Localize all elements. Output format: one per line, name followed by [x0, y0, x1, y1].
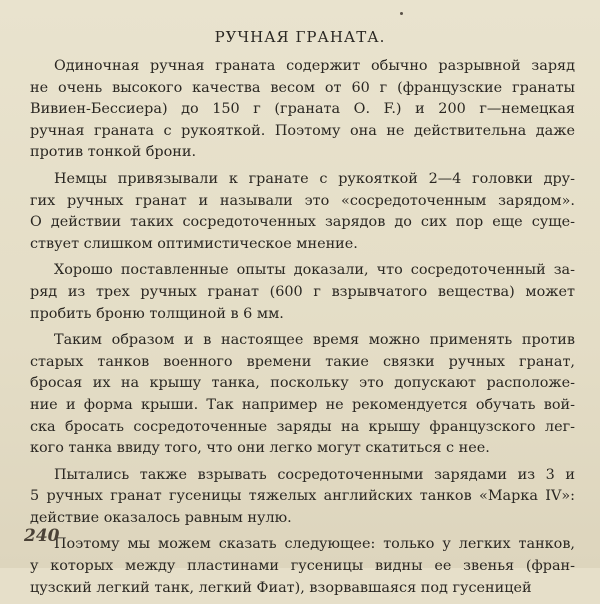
- text-line: 5 ручных гранат гусеницы тяжелых английских танков «Марка IV»:: [30, 488, 575, 505]
- text-line: кого танка ввиду того, что они легко могут скатиться с нее.: [30, 440, 490, 457]
- text-line: бросая их на крышу танка, поскольку это допускают расположе-: [30, 375, 575, 392]
- text-line: Поэтому мы можем сказать следующее: только у легких танков,: [54, 536, 575, 553]
- text-line: Пытались также взрывать сосредоточенными зарядами из 3 и: [54, 466, 575, 483]
- text-line: Немцы привязывали к гранате с рукояткой 2—4 головки дру-: [54, 170, 575, 187]
- text-line: Хорошо поставленные опыты доказали, что сосредоточенный за-: [54, 262, 575, 279]
- paragraph: [30, 260, 575, 325]
- text-line: Таким образом и в настоящее время можно применять против: [54, 332, 575, 349]
- text-line: Одиночная ручная граната содержит обычно разрывной заряд: [54, 58, 575, 74]
- text-line: не очень высокого качества весом от 60 г (французские гранаты: [30, 79, 575, 96]
- paragraph: [30, 534, 575, 599]
- text-line: О действии таких сосредоточенных зарядов до сих пор еще суще-: [30, 214, 575, 231]
- text-line: гих ручных гранат и называли это «сосредоточенным зарядом».: [30, 192, 575, 209]
- text-line: действие оказалось равным нулю.: [30, 509, 292, 526]
- text-line: ручная граната с рукояткой. Поэтому она не действительна даже: [30, 122, 575, 139]
- paragraph: [30, 330, 575, 460]
- text-line: против тонкой брони.: [30, 144, 197, 161]
- paragraph: [30, 169, 575, 255]
- text-line: Вивиен-Бессиера) до 150 г (граната О. F.) и 200 г—немецкая: [30, 101, 575, 118]
- page-title: РУЧНАЯ ГРАНАТА.: [214, 28, 386, 46]
- text-line: ствует слишком оптимистическое мнение.: [30, 235, 358, 252]
- text-line: у которых между пластинами гусеницы видны ее звенья (фран-: [30, 558, 575, 575]
- body-text: [30, 56, 575, 604]
- paragraph: [30, 56, 575, 164]
- text-line: ряд из трех ручных гранат (600 г взрывчатого вещества) может: [30, 283, 575, 300]
- text-line: цузский легкий танк, легкий Фиат), взорвавшаяся под гусеницей: [30, 579, 532, 596]
- ink-speck: [400, 12, 403, 15]
- text-line: старых танков военного времени такие связки ручных гранат,: [30, 353, 575, 370]
- text-line: ние и форма крыши. Так например не рекомендуется обучать вой-: [30, 396, 575, 413]
- page-number: 240: [24, 526, 60, 546]
- text-line: ска бросать сосредоточенные заряды на крышу французского лег-: [30, 418, 575, 435]
- text-line: пробить броню толщиной в 6 мм.: [30, 305, 284, 322]
- paragraph: [30, 465, 575, 530]
